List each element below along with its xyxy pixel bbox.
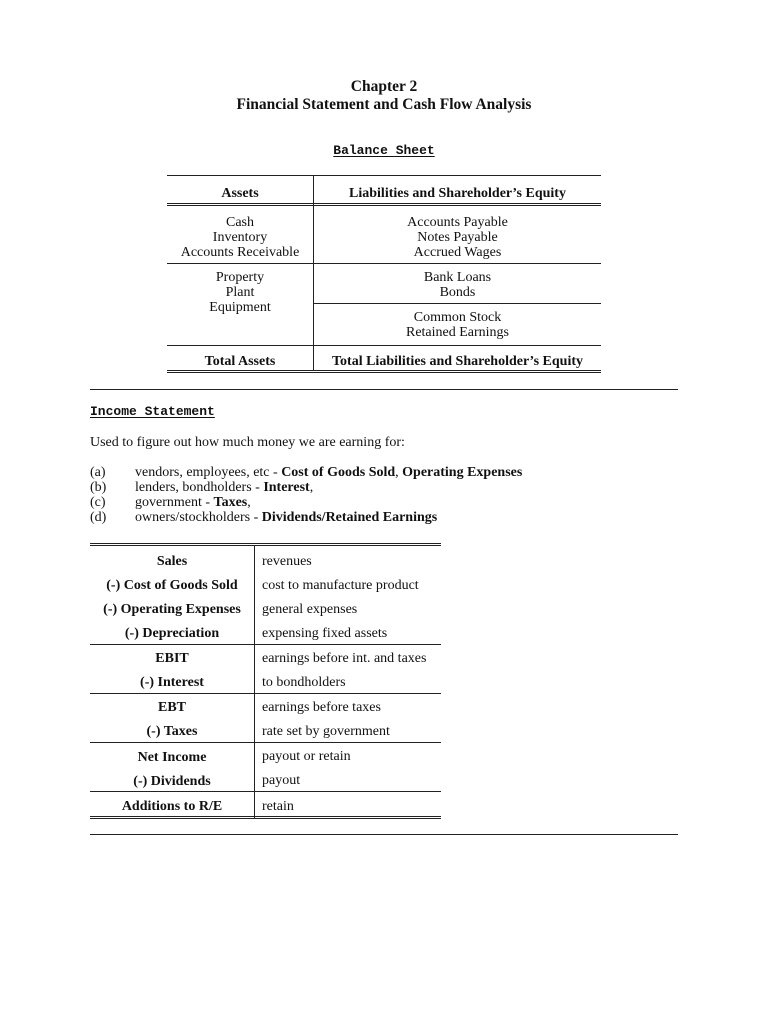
asset-item: Inventory	[212, 230, 268, 245]
chapter-label: Chapter 2	[350, 78, 418, 95]
liability-item: Accounts Payable	[407, 215, 508, 230]
long-term-debt	[314, 270, 601, 300]
table-row-desc: earnings before taxes	[262, 700, 381, 715]
table-row-item: EBT	[157, 700, 186, 715]
list-item-text: government - Taxes,	[135, 495, 251, 510]
table-row-desc: rate set by government	[262, 724, 390, 739]
liability-item: Bank Loans	[423, 270, 492, 285]
liability-item: Common Stock	[413, 310, 502, 325]
current-liabilities	[314, 215, 601, 260]
liability-item: Bonds	[439, 285, 476, 300]
balance-sheet-heading: Balance Sheet	[333, 143, 435, 158]
section-divider	[90, 389, 678, 390]
table-row-desc: expensing fixed assets	[262, 626, 388, 641]
liability-item: Accrued Wages	[413, 245, 502, 260]
income-statement-heading: Income Statement	[90, 404, 215, 419]
equity-items	[314, 310, 601, 340]
income-statement-intro: Used to figure out how much money we are earning for:	[90, 435, 405, 450]
liability-item: Notes Payable	[417, 230, 498, 245]
list-item-key: (d)	[90, 510, 107, 525]
asset-item: Accounts Receivable	[180, 245, 300, 260]
table-row-item: (-) Interest	[140, 675, 204, 690]
liabilities-header: Liabilities and Shareholder’s Equity	[349, 186, 566, 201]
list-item-key: (a)	[90, 465, 106, 480]
asset-item: Cash	[226, 215, 254, 230]
table-row-item: (-) Depreciation	[124, 626, 220, 641]
asset-item: Plant	[225, 285, 255, 300]
table-row-desc: revenues	[262, 554, 312, 569]
table-row-desc: to bondholders	[262, 675, 346, 690]
section-divider	[90, 834, 678, 835]
table-row-item: Net Income	[137, 750, 207, 765]
table-row-desc: cost to manufacture product	[262, 578, 419, 593]
table-row-desc: general expenses	[262, 602, 358, 617]
table-row-item: Sales	[156, 554, 188, 569]
current-assets	[167, 215, 313, 260]
list-item-key: (c)	[90, 495, 106, 510]
table-row-desc: payout or retain	[262, 749, 351, 764]
list-item-key: (b)	[90, 480, 107, 495]
list-item-text: lenders, bondholders - Interest,	[135, 480, 314, 495]
fixed-assets	[167, 270, 313, 315]
table-row-item: (-) Operating Expenses	[103, 602, 241, 617]
liability-item: Retained Earnings	[405, 325, 510, 340]
list-item-text: owners/stockholders - Dividends/Retained Earnings	[135, 510, 438, 525]
table-row-item: (-) Taxes	[146, 724, 198, 739]
table-row-desc: retain	[262, 799, 294, 814]
asset-item: Property	[215, 270, 265, 285]
table-row-item: Additions to R/E	[121, 799, 223, 814]
table-row-desc: payout	[262, 773, 301, 788]
total-liabilities: Total Liabilities and Shareholder’s Equity	[331, 354, 583, 369]
table-row-desc: earnings before int. and taxes	[262, 651, 427, 666]
asset-item: Equipment	[209, 300, 271, 315]
page-title: Financial Statement and Cash Flow Analysis	[236, 96, 532, 113]
table-row-item: EBIT	[155, 651, 189, 666]
table-row-item: (-) Dividends	[133, 774, 211, 789]
list-item-text: vendors, employees, etc - Cost of Goods Sold, Operating Expenses	[135, 465, 523, 480]
table-row-item: (-) Cost of Goods Sold	[106, 578, 238, 593]
assets-header: Assets	[221, 186, 259, 201]
total-assets: Total Assets	[204, 354, 276, 369]
